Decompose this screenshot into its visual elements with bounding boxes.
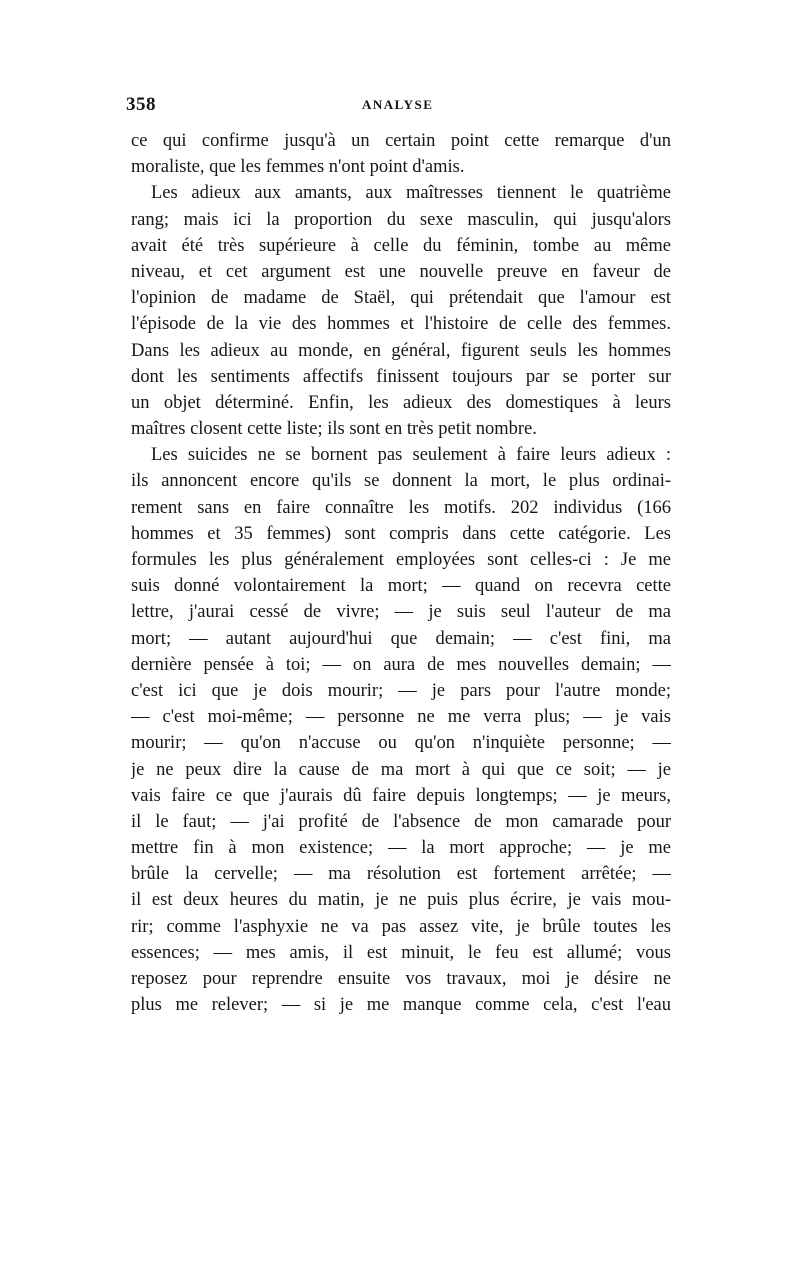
text-line: niveau, et cet argument est une nouvelle preuve en faveur de — [131, 261, 671, 282]
text-line: rir; comme l'asphyxie ne va pas assez vite, je brûle toutes les — [131, 916, 671, 937]
text-line: rement sans en faire connaître les motifs. 202 individus (166 — [131, 497, 671, 518]
text-line: Les suicides ne se bornent pas seulement à faire leurs adieux : — [151, 445, 671, 466]
text-line: dont les sentiments affectifs finissent toujours par se porter sur — [131, 366, 671, 387]
text-line: maîtres closent cette liste; ils sont en très petit nombre. — [131, 419, 537, 440]
text-line: lettre, j'aurai cessé de vivre; — je suis seul l'auteur de ma — [131, 602, 671, 623]
text-line: plus me relever; — si je me manque comme cela, c'est l'eau — [131, 995, 671, 1016]
text-line: l'épisode de la vie des hommes et l'histoire de celle des femmes. — [131, 314, 671, 335]
text-line: il est deux heures du matin, je ne puis plus écrire, je vais mou- — [131, 890, 671, 911]
body-text — [131, 128, 671, 1018]
text-line: Dans les adieux au monde, en général, figurent seuls les hommes — [131, 340, 671, 361]
text-line: rang; mais ici la proportion du sexe masculin, qui jusqu'alors — [131, 209, 671, 230]
text-line: hommes et 35 femmes) sont compris dans cette catégorie. Les — [131, 523, 671, 544]
text-line: je ne peux dire la cause de ma mort à qui que ce soit; — je — [131, 759, 671, 780]
page-header — [126, 94, 671, 118]
text-line: un objet déterminé. Enfin, les adieux des domestiques à leurs — [131, 392, 671, 413]
text-line: Les adieux aux amants, aux maîtresses tiennent le quatrième — [151, 183, 671, 204]
text-line: mourir; — qu'on n'accuse ou qu'on n'inquiète personne; — — [131, 733, 671, 754]
text-line: mettre fin à mon existence; — la mort approche; — je me — [131, 838, 671, 859]
text-line: mort; — autant aujourd'hui que demain; — c'est fini, ma — [131, 628, 671, 649]
text-line: — c'est moi-même; — personne ne me verra plus; — je vais — [131, 707, 671, 728]
running-head: ANALYSE — [362, 97, 434, 112]
text-line: ils annoncent encore qu'ils se donnent la mort, le plus ordinai- — [131, 471, 671, 492]
text-line: il le faut; — j'ai profité de l'absence de mon camarade pour — [131, 811, 671, 832]
text-line: formules les plus généralement employées sont celles-ci : Je me — [131, 550, 671, 570]
text-line: l'opinion de madame de Staël, qui prétendait que l'amour est — [131, 288, 671, 309]
page-number: 358 — [126, 94, 156, 115]
text-line: dernière pensée à toi; — on aura de mes nouvelles demain; — — [131, 654, 671, 675]
text-line: vais faire ce que j'aurais dû faire depuis longtemps; — je meurs, — [131, 785, 671, 806]
text-line: suis donné volontairement la mort; — quand on recevra cette — [131, 576, 671, 597]
text-line: brûle la cervelle; — ma résolution est fortement arrêtée; — — [131, 864, 671, 885]
text-line: reposez pour reprendre ensuite vos travaux, moi je désire ne — [131, 969, 671, 989]
text-line: essences; — mes amis, il est minuit, le feu est allumé; vous — [131, 942, 671, 963]
text-line: ce qui confirme jusqu'à un certain point cette remarque d'un — [131, 131, 671, 151]
text-line: avait été très supérieure à celle du féminin, tombe au même — [131, 235, 671, 256]
text-line: moraliste, que les femmes n'ont point d'amis. — [131, 157, 465, 178]
text-line: c'est ici que je dois mourir; — je pars pour l'autre monde; — [131, 680, 671, 701]
